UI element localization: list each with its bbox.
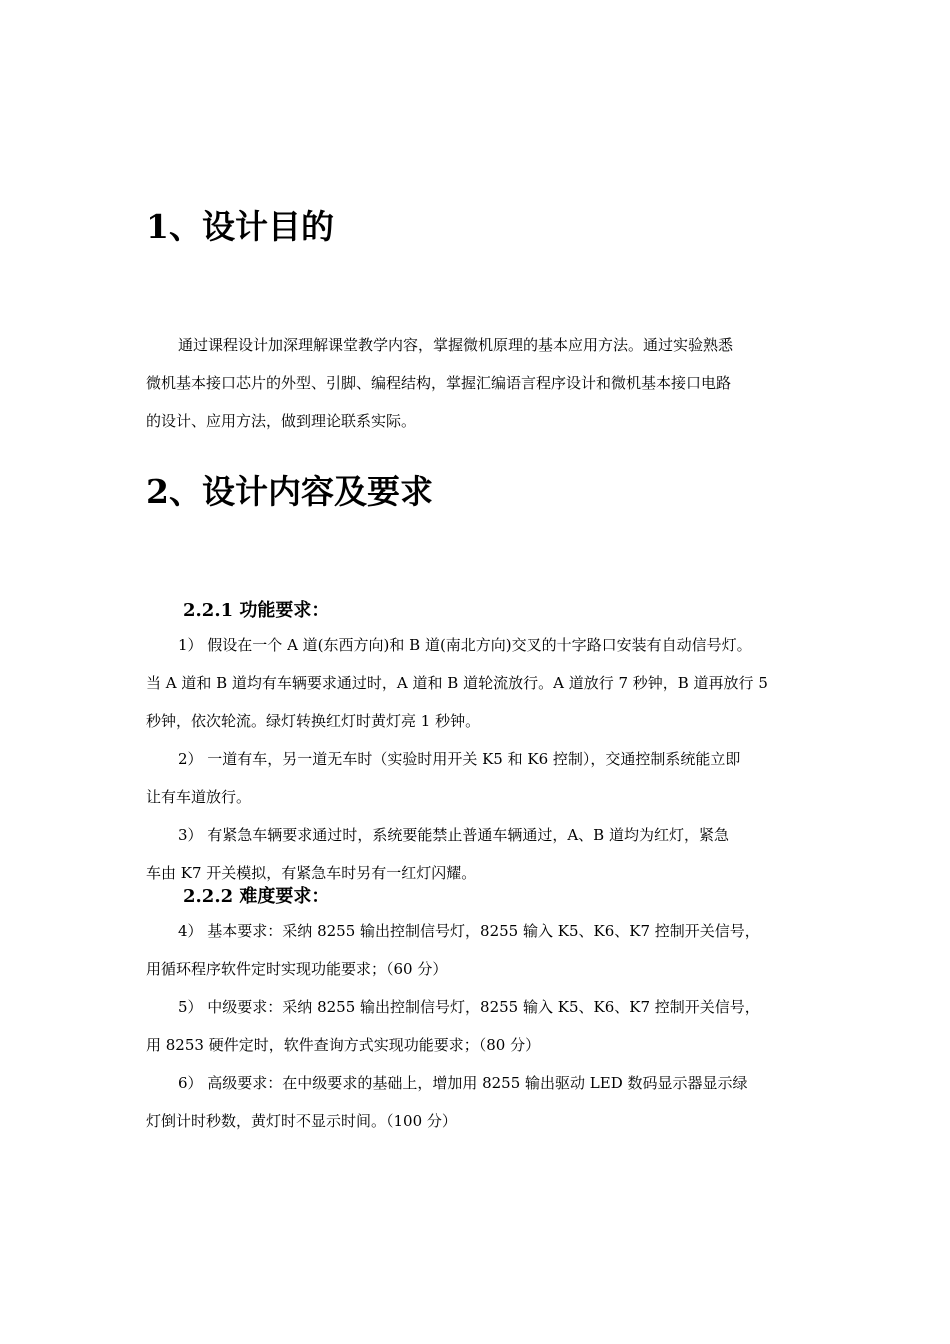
section-heading-design-purpose: 1、设计目的 <box>146 207 334 246</box>
list-item: 3） 有紧急车辆要求通过时，系统要能禁止普通车辆通过，A、B 道均为红灯，紧急 <box>178 826 729 844</box>
list-item: 1） 假设在一个 A 道(东西方向)和 B 道(南北方向)交叉的十字路口安装有自动信号灯。 <box>178 636 752 654</box>
function-requirements-list <box>146 626 811 892</box>
subsection-heading-function-requirements: 2.2.1 功能要求： <box>183 600 330 621</box>
list-item-continuation: 用循环程序软件定时实现功能要求；（60 分） <box>146 960 448 978</box>
list-item-continuation: 秒钟，依次轮流。绿灯转换红灯时黄灯亮 1 秒钟。 <box>146 712 481 730</box>
subsection-heading-difficulty-requirements: 2.2.2 难度要求： <box>183 886 330 907</box>
list-item-continuation: 当 A 道和 B 道均有车辆要求通过时，A 道和 B 道轮流放行。A 道放行 7 秒钟，B 道再放行 5 <box>146 674 768 692</box>
list-item: 5） 中级要求：采纳 8255 输出控制信号灯，8255 输入 K5、K6、K7 控制开关信号， <box>178 998 760 1016</box>
paragraph-line: 的设计、应用方法，做到理论联系实际。 <box>146 412 417 430</box>
list-item-continuation: 用 8253 硬件定时，软件查询方式实现功能要求；（80 分） <box>146 1036 541 1054</box>
list-item-continuation: 车由 K7 开关模拟，有紧急车时另有一红灯闪耀。 <box>146 864 477 882</box>
section-heading-design-content: 2、设计内容及要求 <box>146 472 433 511</box>
list-item-continuation: 灯倒计时秒数，黄灯时不显示时间。（100 分） <box>146 1112 457 1130</box>
list-item-continuation: 让有车道放行。 <box>146 788 252 806</box>
design-purpose-paragraph <box>146 326 811 440</box>
list-item: 6） 高级要求：在中级要求的基础上，增加用 8255 输出驱动 LED 数码显示器显示绿 <box>178 1074 748 1092</box>
difficulty-requirements-list <box>146 912 811 1140</box>
list-item: 4） 基本要求：采纳 8255 输出控制信号灯，8255 输入 K5、K6、K7 控制开关信号， <box>178 922 760 940</box>
paragraph-line: 通过课程设计加深理解课堂教学内容，掌握微机原理的基本应用方法。通过实验熟悉 <box>178 336 734 354</box>
paragraph-line: 微机基本接口芯片的外型、引脚、编程结构，掌握汇编语言程序设计和微机基本接口电路 <box>146 374 732 392</box>
list-item: 2） 一道有车，另一道无车时（实验时用开关 K5 和 K6 控制），交通控制系统能立即 <box>178 750 741 768</box>
